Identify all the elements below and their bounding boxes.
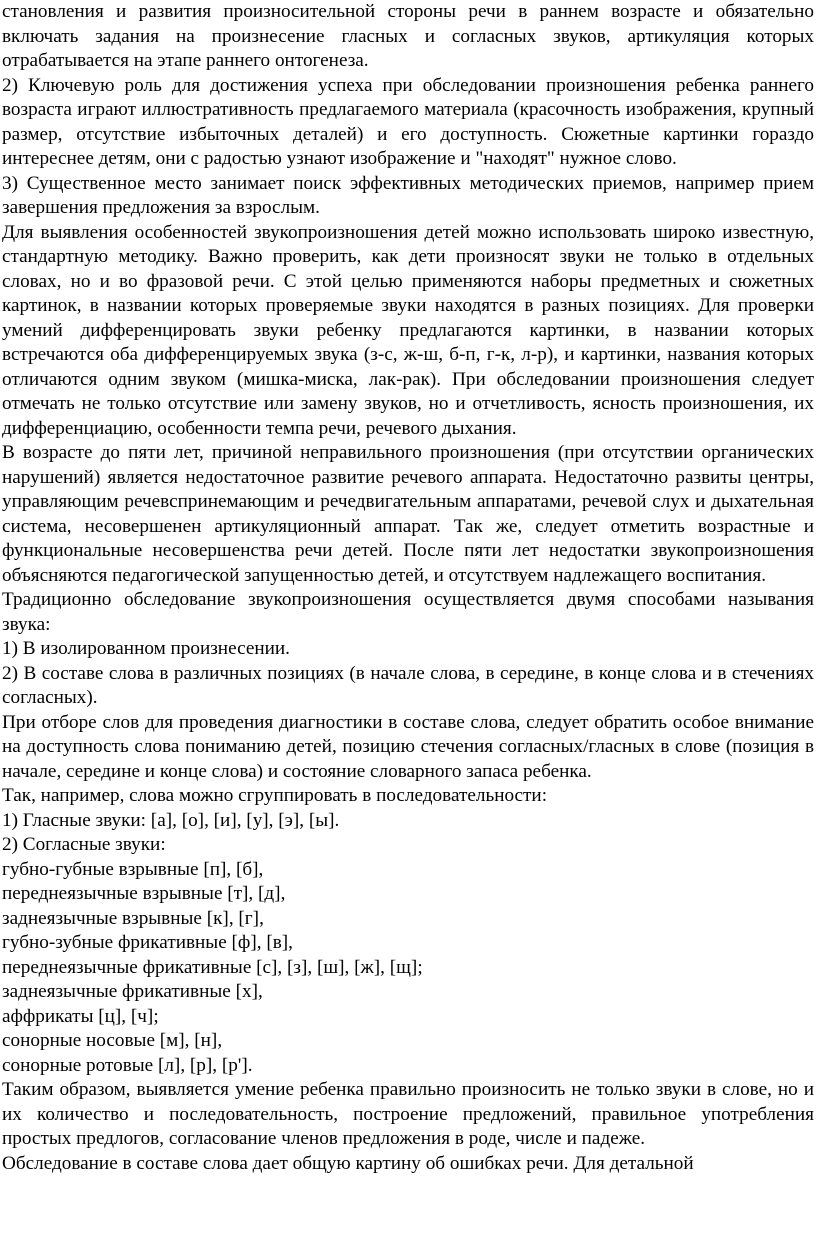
paragraph-methodology: Для выявления особенностей звукопроизношения детей можно использовать широко известную, стандартную методику. Важно проверить, как дети произносят звуки не только в отдельных словах, но и во фразовой речи. С этой целью применяются наборы предметных и сюжетных картинок, в названии которых проверяемые звуки находятся в разных позициях. Для проверки умений дифференцировать звуки ребенку предлагаются картинки, в названии которых встречаются оба дифференцируемых звука (з-с, ж-ш, б-п, г-к, л-р), и картинки, названия которых отличаются одним звуком (мишка-миска, лак-рак). При обследовании произношения следует отмечать не только отсутствие или замену звуков, но и отчетливость, ясность произношения, их дифференциацию, особенности темпа речи, речевого дыхания. — [2, 221, 814, 439]
consonant-group-nasal-sonorants: сонорные носовые [м], [н], — [2, 1030, 223, 1051]
consonant-group-back-lingual-fricatives: заднеязычные фрикативные [х], — [2, 981, 263, 1002]
paragraph-intro-continuation: становления и развития произносительной стороны речи в раннем возрасте и обязательно включать задания на произнесение гласных и согласных звуков, артикуляция которых отрабатывается на этапе раннего онтогенеза. — [2, 1, 814, 71]
list-item-vowels: 1) Гласные звуки: [а], [о], [и], [у], [э], [ы]. — [2, 809, 340, 831]
consonant-group-front-lingual-stops: переднеязычные взрывные [т], [д], — [2, 883, 286, 904]
consonant-group-oral-sonorants: сонорные ротовые [л], [р], [р']. — [2, 1054, 253, 1076]
consonant-group-back-lingual-stops: заднеязычные взрывные [к], [г], — [2, 907, 264, 929]
paragraph-point-2-illustrativeness: 2) Ключевую роль для достижения успеха при обследовании произношения ребенка раннего возраста играют иллюстративность предлагаемого материала (красочность изображения, крупный размер, отсутствие избыточных деталей) и его доступность. Сюжетные картинки гораздо интереснее детям, они с радостью узнают изображение и "находят" нужное слово. — [2, 74, 814, 169]
paragraph-point-3-methods: 3) Существенное место занимает поиск эффективных методических приемов, например прием завершения предложения за взрослым. — [2, 172, 814, 218]
paragraph-age-causes: В возрасте до пяти лет, причиной неправильного произношения (при отсутствии органических нарушений) является недостаточное развитие речевого аппарата. Недостаточно развиты центры, управляющим речевспринемающим и речедвигательным аппаратами, речевой слух и дыхательная система, несовершенен артикуляционный аппарат. Так же, следует отметить возрастные и функциональные несовершенства речи детей. После пяти лет недостатки звукопроизношения объясняются педагогической запущенностью детей, и отсутствуем надлежащего воспитания. — [2, 442, 814, 586]
list-item-consonants-heading: 2) Согласные звуки: — [2, 834, 166, 855]
paragraph-word-selection: При отборе слов для проведения диагностики в составе слова, следует обратить особое внимание на доступность слова пониманию детей, позицию стечения согласных/гласных в слове (позиция в начале, середине и конце слова) и состояние словарного запаса ребенка. — [2, 711, 814, 782]
consonant-group-labiodental-fricatives: губно-зубные фрикативные [ф], [в], — [2, 932, 293, 953]
paragraph-conclusion: Таким образом, выявляется умение ребенка правильно произносить не только звуки в слове, но и их количество и последовательность, построение предложений, правильное употребления простых предлогов, согласование членов предложения в роде, числе и падеже. — [2, 1079, 814, 1149]
paragraph-final-line: Обследование в составе слова дает общую картину об ошибках речи. Для детальной — [2, 1152, 694, 1174]
list-item-isolated: 1) В изолированном произнесении. — [2, 638, 290, 659]
consonant-group-affricates: аффрикаты [ц], [ч]; — [2, 1005, 159, 1027]
list-item-in-word: 2) В составе слова в различных позициях (в начале слова, в середине, в конце слова и в стечениях согласных). — [2, 662, 814, 708]
consonant-group-front-lingual-fricatives: переднеязычные фрикативные [с], [з], [ш], [ж], [щ]; — [2, 956, 423, 978]
consonant-group-bilabial-stops: губно-губные взрывные [п], [б], — [2, 858, 264, 880]
paragraph-two-methods-intro: Традиционно обследование звукопроизношения осуществляется двумя способами называния звука: — [2, 589, 814, 635]
paragraph-grouping-intro: Так, например, слова можно сгруппировать в последовательности: — [2, 785, 548, 806]
